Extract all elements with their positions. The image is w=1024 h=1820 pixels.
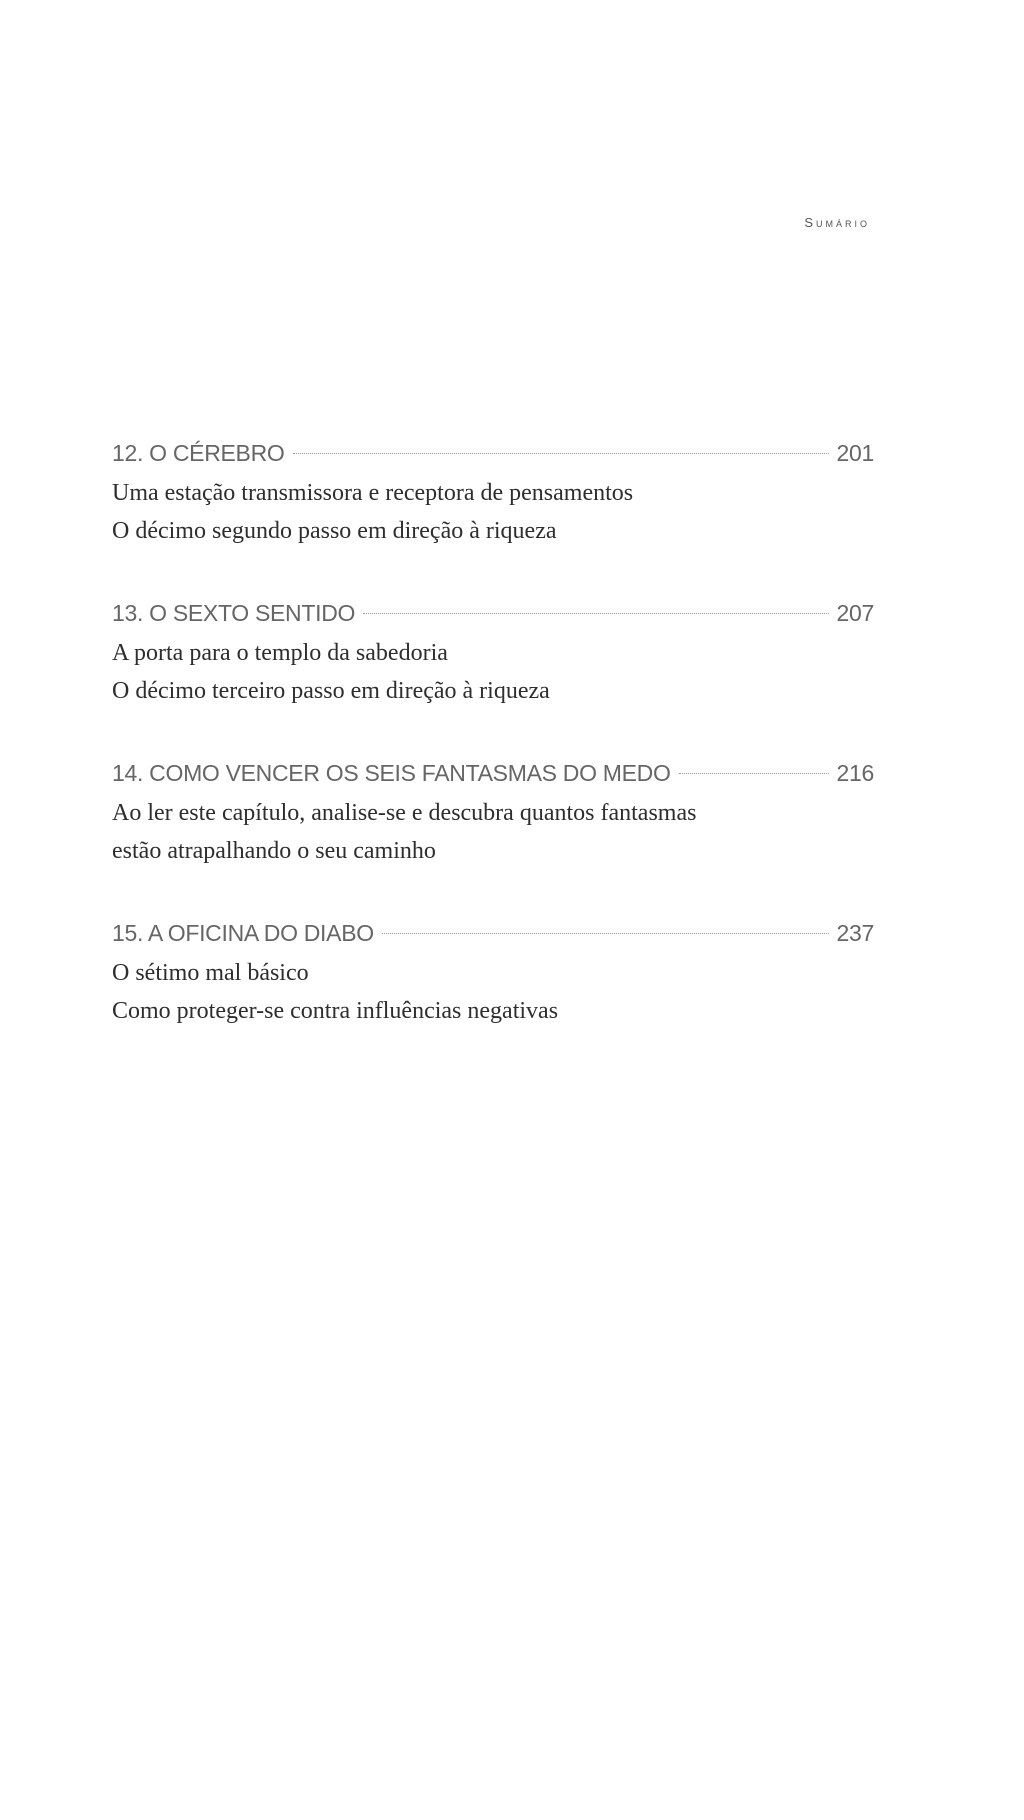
chapter-title: 12. O CÉREBRO — [112, 440, 285, 466]
chapter-subtitle: Uma estação transmissora e receptora de pensamentos — [112, 480, 634, 506]
toc-entry-heading — [112, 432, 874, 474]
toc-entry-heading — [112, 752, 874, 794]
toc-entry-heading — [112, 912, 874, 954]
toc-entry-12 — [112, 432, 874, 550]
chapter-subtitle: Como proteger-se contra influências negativas — [112, 998, 559, 1024]
chapter-subtitle: A porta para o templo da sabedoria — [112, 640, 448, 666]
toc-entry-heading — [112, 592, 874, 634]
chapter-subtitle: estão atrapalhando o seu caminho — [112, 838, 436, 864]
page-number: 237 — [836, 920, 874, 946]
table-of-contents — [112, 432, 874, 1072]
toc-entry-15 — [112, 912, 874, 1030]
running-head: Sumário — [804, 215, 870, 230]
chapter-title: 15. A OFICINA DO DIABO — [112, 920, 374, 946]
page-number: 207 — [836, 600, 874, 626]
chapter-subtitle: Ao ler este capítulo, analise-se e descubra quantos fantasmas — [112, 800, 697, 826]
toc-entry-14 — [112, 752, 874, 870]
chapter-title: 13. O SEXTO SENTIDO — [112, 600, 356, 626]
page-number: 216 — [836, 760, 874, 786]
dot-leader — [293, 453, 829, 454]
toc-entry-13 — [112, 592, 874, 710]
chapter-subtitle: O décimo terceiro passo em direção à riqueza — [112, 678, 550, 704]
dot-leader — [363, 613, 828, 614]
dot-leader — [382, 933, 829, 934]
page-number: 201 — [836, 440, 874, 466]
chapter-subtitle: O sétimo mal básico — [112, 960, 309, 986]
dot-leader — [679, 773, 829, 774]
chapter-subtitle: O décimo segundo passo em direção à riqueza — [112, 518, 557, 544]
chapter-title: 14. COMO VENCER OS SEIS FANTASMAS DO MEDO — [112, 760, 671, 786]
